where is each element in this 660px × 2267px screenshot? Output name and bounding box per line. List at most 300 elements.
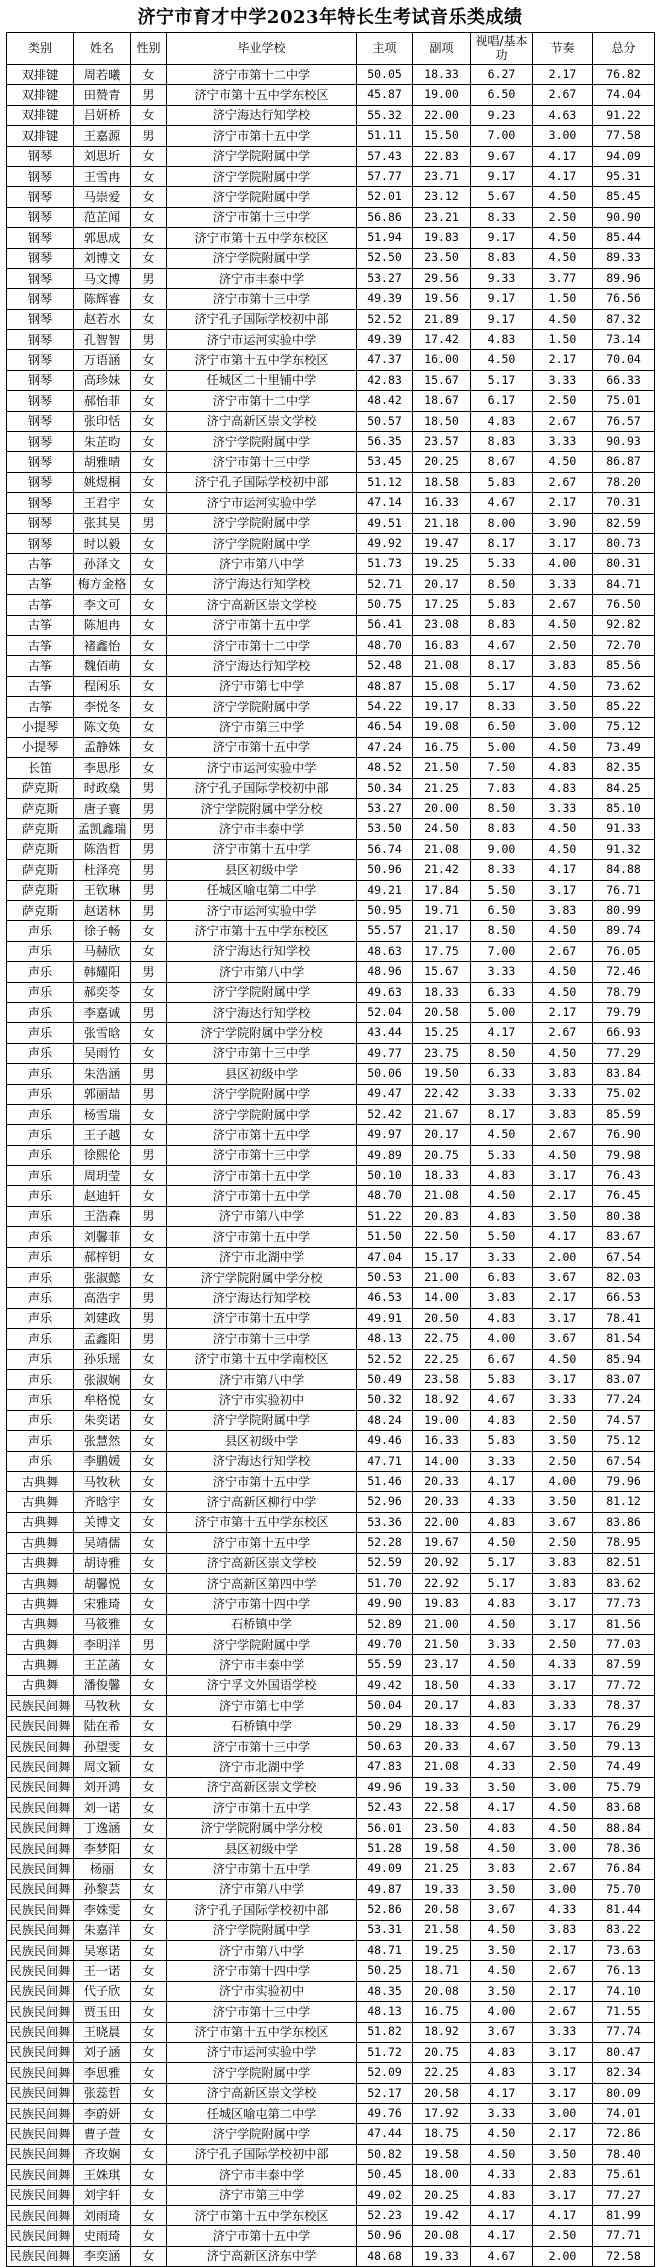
table-row: [7, 166, 655, 186]
cell-main-score: 50.32: [357, 1390, 413, 1410]
cell-sight-singing-score: 4.83: [471, 330, 533, 350]
table-row: [7, 1818, 655, 1838]
table-row: [7, 268, 655, 288]
table-row: [7, 2124, 655, 2144]
cell-total-score: 77.73: [593, 1594, 655, 1614]
cell-sight-singing-score: 7.50: [471, 758, 533, 778]
table-row: [7, 493, 655, 513]
cell-gender: 女: [131, 1757, 167, 1777]
cell-secondary-score: 15.17: [413, 1247, 471, 1267]
cell-main-score: 52.59: [357, 1553, 413, 1573]
cell-total-score: 77.03: [593, 1635, 655, 1655]
cell-sight-singing-score: 8.83: [471, 819, 533, 839]
cell-gender: 女: [131, 676, 167, 696]
cell-main-score: 50.63: [357, 1737, 413, 1757]
cell-rhythm-score: 3.00: [533, 2104, 593, 2124]
table-row: [7, 697, 655, 717]
header-name: 姓名: [74, 33, 131, 65]
cell-school: 济宁市第十五中学: [167, 2226, 357, 2246]
cell-sight-singing-score: 8.50: [471, 921, 533, 941]
cell-name: 程闲乐: [74, 676, 131, 696]
table-row: [7, 1145, 655, 1165]
cell-name: 郝梓钥: [74, 1247, 131, 1267]
cell-school: 济宁孔子国际学校初中部: [167, 778, 357, 798]
cell-name: 褚鑫怡: [74, 635, 131, 655]
cell-secondary-score: 21.08: [413, 1186, 471, 1206]
cell-secondary-score: 16.00: [413, 350, 471, 370]
cell-name: 李思彤: [74, 758, 131, 778]
cell-sight-singing-score: 8.17: [471, 656, 533, 676]
cell-gender: 女: [131, 432, 167, 452]
cell-rhythm-score: 4.33: [533, 1655, 593, 1675]
cell-sight-singing-score: 6.50: [471, 717, 533, 737]
cell-category: 民族民间舞: [7, 2206, 74, 2226]
cell-total-score: 78.95: [593, 1533, 655, 1553]
cell-main-score: 48.70: [357, 1186, 413, 1206]
cell-main-score: 49.91: [357, 1308, 413, 1328]
cell-category: 萨克斯: [7, 819, 74, 839]
table-row: [7, 1166, 655, 1186]
cell-total-score: 83.84: [593, 1064, 655, 1084]
cell-gender: 女: [131, 1492, 167, 1512]
cell-total-score: 85.94: [593, 1349, 655, 1369]
table-row: [7, 1920, 655, 1940]
cell-main-score: 51.11: [357, 126, 413, 146]
cell-category: 声乐: [7, 921, 74, 941]
cell-secondary-score: 23.75: [413, 1043, 471, 1063]
cell-main-score: 48.24: [357, 1410, 413, 1430]
cell-total-score: 83.07: [593, 1370, 655, 1390]
cell-sight-singing-score: 4.83: [471, 2063, 533, 2083]
cell-main-score: 49.63: [357, 982, 413, 1002]
cell-category: 声乐: [7, 1288, 74, 1308]
cell-main-score: 52.01: [357, 187, 413, 207]
table-row: [7, 85, 655, 105]
table-row: [7, 2165, 655, 2185]
cell-sight-singing-score: 4.50: [471, 1614, 533, 1634]
cell-name: 刘开鸿: [74, 1777, 131, 1797]
cell-total-score: 81.54: [593, 1329, 655, 1349]
cell-category: 双排键: [7, 126, 74, 146]
cell-rhythm-score: 2.17: [533, 493, 593, 513]
cell-name: 郝怡菲: [74, 391, 131, 411]
cell-sight-singing-score: 4.83: [471, 411, 533, 431]
cell-main-score: 47.14: [357, 493, 413, 513]
cell-gender: 女: [131, 2124, 167, 2144]
cell-secondary-score: 18.58: [413, 472, 471, 492]
cell-total-score: 85.22: [593, 697, 655, 717]
cell-rhythm-score: 4.17: [533, 146, 593, 166]
cell-school: 济宁孔子国际学校初中部: [167, 472, 357, 492]
cell-main-score: 48.96: [357, 962, 413, 982]
cell-main-score: 49.76: [357, 2104, 413, 2124]
cell-secondary-score: 19.47: [413, 533, 471, 553]
cell-main-score: 56.01: [357, 1818, 413, 1838]
table-row: [7, 982, 655, 1002]
cell-secondary-score: 18.75: [413, 2124, 471, 2144]
cell-name: 马崇爱: [74, 187, 131, 207]
cell-sight-singing-score: 8.50: [471, 574, 533, 594]
cell-category: 声乐: [7, 1084, 74, 1104]
table-row: [7, 1594, 655, 1614]
cell-total-score: 89.96: [593, 268, 655, 288]
cell-secondary-score: 19.58: [413, 1838, 471, 1858]
cell-name: 刘宇轩: [74, 2185, 131, 2205]
cell-name: 李思雅: [74, 2063, 131, 2083]
cell-gender: 女: [131, 391, 167, 411]
cell-gender: 女: [131, 2165, 167, 2185]
cell-name: 唐子寰: [74, 799, 131, 819]
cell-total-score: 72.70: [593, 635, 655, 655]
cell-rhythm-score: 4.33: [533, 1900, 593, 1920]
cell-school: 济宁学院附属中学分校: [167, 1023, 357, 1043]
cell-main-score: 55.32: [357, 105, 413, 125]
cell-gender: 女: [131, 105, 167, 125]
header-main-item: 主项: [357, 33, 413, 65]
cell-total-score: 67.54: [593, 1451, 655, 1471]
cell-school: 济宁高新区崇文学校: [167, 2083, 357, 2103]
cell-main-score: 53.50: [357, 819, 413, 839]
cell-secondary-score: 21.18: [413, 513, 471, 533]
cell-gender: 男: [131, 85, 167, 105]
table-row: [7, 1104, 655, 1124]
cell-school: 济宁高新区崇文学校: [167, 411, 357, 431]
cell-secondary-score: 22.00: [413, 105, 471, 125]
cell-school: 济宁市第八中学: [167, 1370, 357, 1390]
cell-secondary-score: 19.25: [413, 554, 471, 574]
cell-secondary-score: 17.75: [413, 941, 471, 961]
cell-category: 声乐: [7, 1206, 74, 1226]
cell-gender: 女: [131, 554, 167, 574]
cell-total-score: 76.90: [593, 1125, 655, 1145]
cell-name: 胡雅晴: [74, 452, 131, 472]
cell-rhythm-score: 2.67: [533, 1023, 593, 1043]
cell-name: 郭思成: [74, 228, 131, 248]
cell-total-score: 76.84: [593, 1859, 655, 1879]
cell-gender: 女: [131, 1268, 167, 1288]
cell-rhythm-score: 3.90: [533, 513, 593, 533]
cell-secondary-score: 18.00: [413, 2165, 471, 2185]
cell-total-score: 77.24: [593, 1390, 655, 1410]
cell-rhythm-score: 3.50: [533, 1206, 593, 1226]
cell-total-score: 66.93: [593, 1023, 655, 1043]
cell-category: 古筝: [7, 656, 74, 676]
table-row: [7, 1940, 655, 1960]
cell-total-score: 76.57: [593, 411, 655, 431]
table-row: [7, 839, 655, 859]
cell-total-score: 66.33: [593, 370, 655, 390]
cell-rhythm-score: 4.50: [533, 1043, 593, 1063]
cell-main-score: 51.46: [357, 1471, 413, 1491]
cell-school: 济宁市第七中学: [167, 676, 357, 696]
cell-name: 李明洋: [74, 1635, 131, 1655]
cell-main-score: 50.05: [357, 65, 413, 85]
cell-secondary-score: 19.71: [413, 901, 471, 921]
table-row: [7, 778, 655, 798]
cell-secondary-score: 23.58: [413, 1370, 471, 1390]
cell-rhythm-score: 3.17: [533, 2083, 593, 2103]
table-row: [7, 248, 655, 268]
cell-total-score: 90.93: [593, 432, 655, 452]
cell-gender: 女: [131, 615, 167, 635]
cell-total-score: 81.99: [593, 2206, 655, 2226]
cell-school: 济宁市第十四中学: [167, 1594, 357, 1614]
cell-secondary-score: 20.33: [413, 1737, 471, 1757]
cell-secondary-score: 21.50: [413, 1635, 471, 1655]
cell-gender: 女: [131, 1370, 167, 1390]
cell-gender: 女: [131, 1125, 167, 1145]
cell-gender: 女: [131, 493, 167, 513]
cell-name: 张慧然: [74, 1431, 131, 1451]
cell-gender: 女: [131, 2144, 167, 2164]
cell-secondary-score: 18.92: [413, 1390, 471, 1410]
cell-secondary-score: 22.25: [413, 2063, 471, 2083]
cell-sight-singing-score: 8.17: [471, 533, 533, 553]
cell-total-score: 85.45: [593, 187, 655, 207]
cell-school: 济宁学院附属中学: [167, 1104, 357, 1124]
cell-sight-singing-score: 4.50: [471, 350, 533, 370]
cell-total-score: 76.05: [593, 941, 655, 961]
cell-secondary-score: 20.58: [413, 1900, 471, 1920]
cell-sight-singing-score: 3.83: [471, 1859, 533, 1879]
cell-sight-singing-score: 4.67: [471, 493, 533, 513]
cell-name: 马牧秋: [74, 1471, 131, 1491]
table-row: [7, 1064, 655, 1084]
cell-total-score: 70.31: [593, 493, 655, 513]
cell-sight-singing-score: 5.83: [471, 595, 533, 615]
cell-rhythm-score: 3.67: [533, 1329, 593, 1349]
cell-category: 萨克斯: [7, 839, 74, 859]
cell-sight-singing-score: 4.83: [471, 1308, 533, 1328]
cell-total-score: 75.01: [593, 391, 655, 411]
cell-sight-singing-score: 4.50: [471, 1533, 533, 1553]
cell-name: 范芷闻: [74, 207, 131, 227]
cell-secondary-score: 19.33: [413, 1879, 471, 1899]
cell-gender: 女: [131, 2063, 167, 2083]
cell-name: 李梦阳: [74, 1838, 131, 1858]
cell-school: 济宁孔子国际学校初中部: [167, 2144, 357, 2164]
cell-secondary-score: 29.56: [413, 268, 471, 288]
cell-sight-singing-score: 8.50: [471, 1043, 533, 1063]
cell-rhythm-score: 4.83: [533, 758, 593, 778]
cell-sight-singing-score: 4.83: [471, 2042, 533, 2062]
cell-school: 济宁市第十三中学: [167, 289, 357, 309]
cell-category: 双排键: [7, 105, 74, 125]
cell-name: 孙望雯: [74, 1737, 131, 1757]
cell-name: 潘俊馨: [74, 1675, 131, 1695]
cell-gender: 女: [131, 1431, 167, 1451]
cell-school: 济宁海达行知学校: [167, 105, 357, 125]
cell-category: 声乐: [7, 941, 74, 961]
cell-rhythm-score: 2.67: [533, 595, 593, 615]
cell-total-score: 80.38: [593, 1206, 655, 1226]
cell-rhythm-score: 2.67: [533, 2002, 593, 2022]
cell-total-score: 82.51: [593, 1553, 655, 1573]
cell-school: 济宁海达行知学校: [167, 1002, 357, 1022]
cell-secondary-score: 19.25: [413, 1940, 471, 1960]
cell-category: 民族民间舞: [7, 2083, 74, 2103]
cell-total-score: 78.41: [593, 1308, 655, 1328]
cell-category: 声乐: [7, 1166, 74, 1186]
cell-rhythm-score: 3.50: [533, 1492, 593, 1512]
cell-secondary-score: 19.83: [413, 1594, 471, 1614]
table-row: [7, 1757, 655, 1777]
table-row: [7, 2104, 655, 2124]
cell-school: 济宁学院附属中学: [167, 1410, 357, 1430]
cell-category: 民族民间舞: [7, 2022, 74, 2042]
cell-total-score: 75.70: [593, 1879, 655, 1899]
cell-rhythm-score: 3.00: [533, 126, 593, 146]
cell-total-score: 78.20: [593, 472, 655, 492]
cell-name: 郝奕苓: [74, 982, 131, 1002]
cell-rhythm-score: 2.00: [533, 1247, 593, 1267]
cell-name: 韩耀阳: [74, 962, 131, 982]
cell-gender: 女: [131, 2226, 167, 2246]
table-row: [7, 1023, 655, 1043]
cell-sight-singing-score: 4.00: [471, 2002, 533, 2022]
cell-gender: 女: [131, 1981, 167, 2001]
cell-main-score: 56.41: [357, 615, 413, 635]
table-row: [7, 1512, 655, 1532]
cell-category: 古典舞: [7, 1471, 74, 1491]
cell-main-score: 47.37: [357, 350, 413, 370]
table-row: [7, 1696, 655, 1716]
cell-main-score: 52.43: [357, 1798, 413, 1818]
cell-main-score: 49.42: [357, 1675, 413, 1695]
cell-name: 胡馨悦: [74, 1573, 131, 1593]
cell-name: 张印恬: [74, 411, 131, 431]
cell-sight-singing-score: 5.83: [471, 1370, 533, 1390]
cell-secondary-score: 20.25: [413, 2185, 471, 2205]
cell-name: 周玥莹: [74, 1166, 131, 1186]
cell-school: 济宁市第十五中学: [167, 1533, 357, 1553]
cell-sight-singing-score: 6.33: [471, 982, 533, 1002]
cell-gender: 女: [131, 533, 167, 553]
cell-gender: 男: [131, 268, 167, 288]
cell-main-score: 49.39: [357, 289, 413, 309]
cell-main-score: 47.04: [357, 1247, 413, 1267]
cell-total-score: 89.33: [593, 248, 655, 268]
cell-total-score: 81.12: [593, 1492, 655, 1512]
cell-main-score: 49.97: [357, 1125, 413, 1145]
cell-gender: 男: [131, 1288, 167, 1308]
cell-total-score: 71.55: [593, 2002, 655, 2022]
cell-category: 声乐: [7, 1247, 74, 1267]
cell-main-score: 52.17: [357, 2083, 413, 2103]
cell-school: 济宁市第十五中学: [167, 1166, 357, 1186]
cell-secondary-score: 20.00: [413, 799, 471, 819]
cell-total-score: 76.71: [593, 880, 655, 900]
cell-total-score: 89.74: [593, 921, 655, 941]
cell-category: 萨克斯: [7, 799, 74, 819]
cell-name: 朱芷昀: [74, 432, 131, 452]
cell-rhythm-score: 4.17: [533, 2206, 593, 2226]
cell-name: 李蔚妍: [74, 2104, 131, 2124]
cell-school: 济宁市第十五中学: [167, 1859, 357, 1879]
cell-total-score: 80.31: [593, 554, 655, 574]
cell-secondary-score: 19.83: [413, 228, 471, 248]
cell-rhythm-score: 2.50: [533, 1451, 593, 1471]
cell-main-score: 48.13: [357, 2002, 413, 2022]
cell-category: 民族民间舞: [7, 1879, 74, 1899]
cell-main-score: 49.92: [357, 533, 413, 553]
cell-school: 济宁学院附属中学分校: [167, 1818, 357, 1838]
cell-school: 济宁市第十三中学: [167, 1737, 357, 1757]
cell-rhythm-score: 2.17: [533, 65, 593, 85]
cell-gender: 女: [131, 574, 167, 594]
cell-name: 刘雨琦: [74, 2206, 131, 2226]
cell-main-score: 50.95: [357, 901, 413, 921]
cell-total-score: 91.22: [593, 105, 655, 125]
cell-sight-singing-score: 4.50: [471, 2124, 533, 2144]
cell-school: 济宁市第十五中学东校区: [167, 2206, 357, 2226]
cell-gender: 女: [131, 737, 167, 757]
cell-sight-singing-score: 4.50: [471, 1125, 533, 1145]
cell-main-score: 57.43: [357, 146, 413, 166]
cell-total-score: 87.32: [593, 309, 655, 329]
cell-total-score: 77.29: [593, 1043, 655, 1063]
cell-gender: 女: [131, 1859, 167, 1879]
cell-gender: 女: [131, 2185, 167, 2205]
cell-school: 济宁市第十五中学: [167, 1471, 357, 1491]
cell-name: 刘建政: [74, 1308, 131, 1328]
cell-school: 济宁市实验初中: [167, 1981, 357, 2001]
cell-gender: 女: [131, 1879, 167, 1899]
cell-gender: 女: [131, 1451, 167, 1471]
cell-sight-singing-score: 3.67: [471, 1900, 533, 1920]
table-row: [7, 452, 655, 472]
cell-main-score: 50.04: [357, 1696, 413, 1716]
cell-total-score: 78.40: [593, 2144, 655, 2164]
cell-category: 钢琴: [7, 166, 74, 186]
cell-gender: 女: [131, 1512, 167, 1532]
cell-name: 孟静姝: [74, 737, 131, 757]
cell-category: 钢琴: [7, 350, 74, 370]
cell-rhythm-score: 3.17: [533, 533, 593, 553]
table-row: [7, 533, 655, 553]
cell-secondary-score: 23.08: [413, 615, 471, 635]
cell-sight-singing-score: 5.00: [471, 1002, 533, 1022]
cell-sight-singing-score: 3.83: [471, 1288, 533, 1308]
cell-name: 魏佰萌: [74, 656, 131, 676]
cell-name: 刘博文: [74, 248, 131, 268]
cell-secondary-score: 16.33: [413, 493, 471, 513]
cell-total-score: 79.79: [593, 1002, 655, 1022]
cell-gender: 男: [131, 962, 167, 982]
cell-sight-singing-score: 4.83: [471, 1594, 533, 1614]
cell-school: 济宁海达行知学校: [167, 1288, 357, 1308]
cell-gender: 女: [131, 1900, 167, 1920]
cell-category: 钢琴: [7, 268, 74, 288]
cell-category: 钢琴: [7, 432, 74, 452]
cell-name: 陈辉睿: [74, 289, 131, 309]
cell-gender: 男: [131, 901, 167, 921]
cell-school: 济宁市丰泰中学: [167, 1655, 357, 1675]
cell-name: 王君宇: [74, 493, 131, 513]
cell-school: 济宁市第十五中学: [167, 126, 357, 146]
cell-school: 济宁学院附属中学: [167, 513, 357, 533]
cell-gender: 男: [131, 126, 167, 146]
cell-sight-singing-score: 5.33: [471, 1145, 533, 1165]
cell-total-score: 80.99: [593, 901, 655, 921]
cell-category: 钢琴: [7, 533, 74, 553]
cell-secondary-score: 22.75: [413, 1329, 471, 1349]
cell-category: 钢琴: [7, 289, 74, 309]
cell-school: 济宁学院附属中学分校: [167, 799, 357, 819]
cell-school: 济宁市运河实验中学: [167, 758, 357, 778]
cell-sight-singing-score: 5.50: [471, 880, 533, 900]
table-row: [7, 1573, 655, 1593]
